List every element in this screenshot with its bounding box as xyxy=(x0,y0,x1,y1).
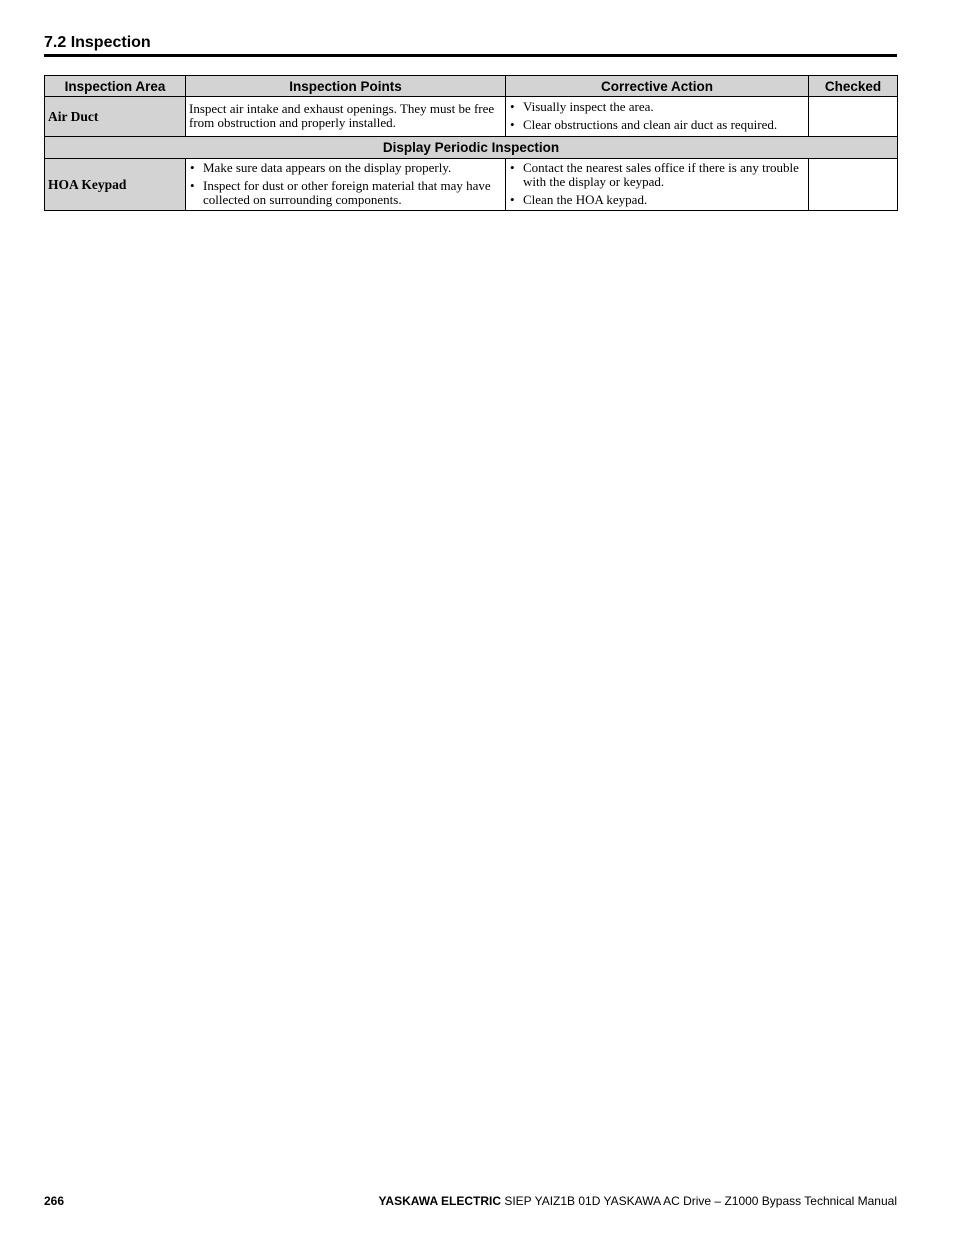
corrective-action-cell xyxy=(506,97,809,137)
inspection-points-cell xyxy=(186,159,506,211)
inspection-points-cell: Inspect air intake and exhaust openings. They must be free from obstruction and properly installed. xyxy=(186,97,506,137)
corrective-action-list xyxy=(509,161,805,207)
page-number: 266 xyxy=(44,1194,65,1208)
column-header-inspection-area: Inspection Area xyxy=(45,76,186,97)
list-item: • Visually inspect the area. xyxy=(509,100,805,114)
checked-cell[interactable] xyxy=(809,97,898,137)
column-header-inspection-points: Inspection Points xyxy=(186,76,506,97)
table-subheading-row xyxy=(45,137,898,159)
list-item: • Clean the HOA keypad. xyxy=(509,193,805,207)
list-item: • Make sure data appears on the display properly. xyxy=(189,161,502,175)
table-row-air-duct xyxy=(45,97,898,137)
column-header-corrective-action: Corrective Action xyxy=(506,76,809,97)
section-header xyxy=(44,33,897,57)
corrective-action-list xyxy=(509,100,805,132)
inspection-area-cell: Air Duct xyxy=(45,97,186,137)
corrective-action-cell xyxy=(506,159,809,211)
list-item: • Inspect for dust or other foreign material that may have collected on surrounding components. xyxy=(189,179,502,207)
column-header-checked: Checked xyxy=(809,76,898,97)
table-header-row xyxy=(45,76,898,97)
footer-brand: YASKAWA ELECTRIC xyxy=(378,1194,501,1208)
inspection-table xyxy=(44,75,898,211)
footer-manual-title: SIEP YAIZ1B 01D YASKAWA AC Drive – Z1000 Bypass Technical Manual xyxy=(504,1194,897,1208)
checked-cell[interactable] xyxy=(809,159,898,211)
inspection-area-cell: HOA Keypad xyxy=(45,159,186,211)
table-row-hoa-keypad xyxy=(45,159,898,211)
section-title: 7.2 Inspection xyxy=(44,34,151,51)
inspection-points-list xyxy=(189,161,502,207)
list-item: • Clear obstructions and clean air duct as required. xyxy=(509,118,805,132)
section-rule xyxy=(44,54,897,57)
table-subheading: Display Periodic Inspection xyxy=(45,137,898,159)
list-item: • Contact the nearest sales office if there is any trouble with the display or keypad. xyxy=(509,161,805,189)
footer-manual-info xyxy=(379,1194,897,1208)
